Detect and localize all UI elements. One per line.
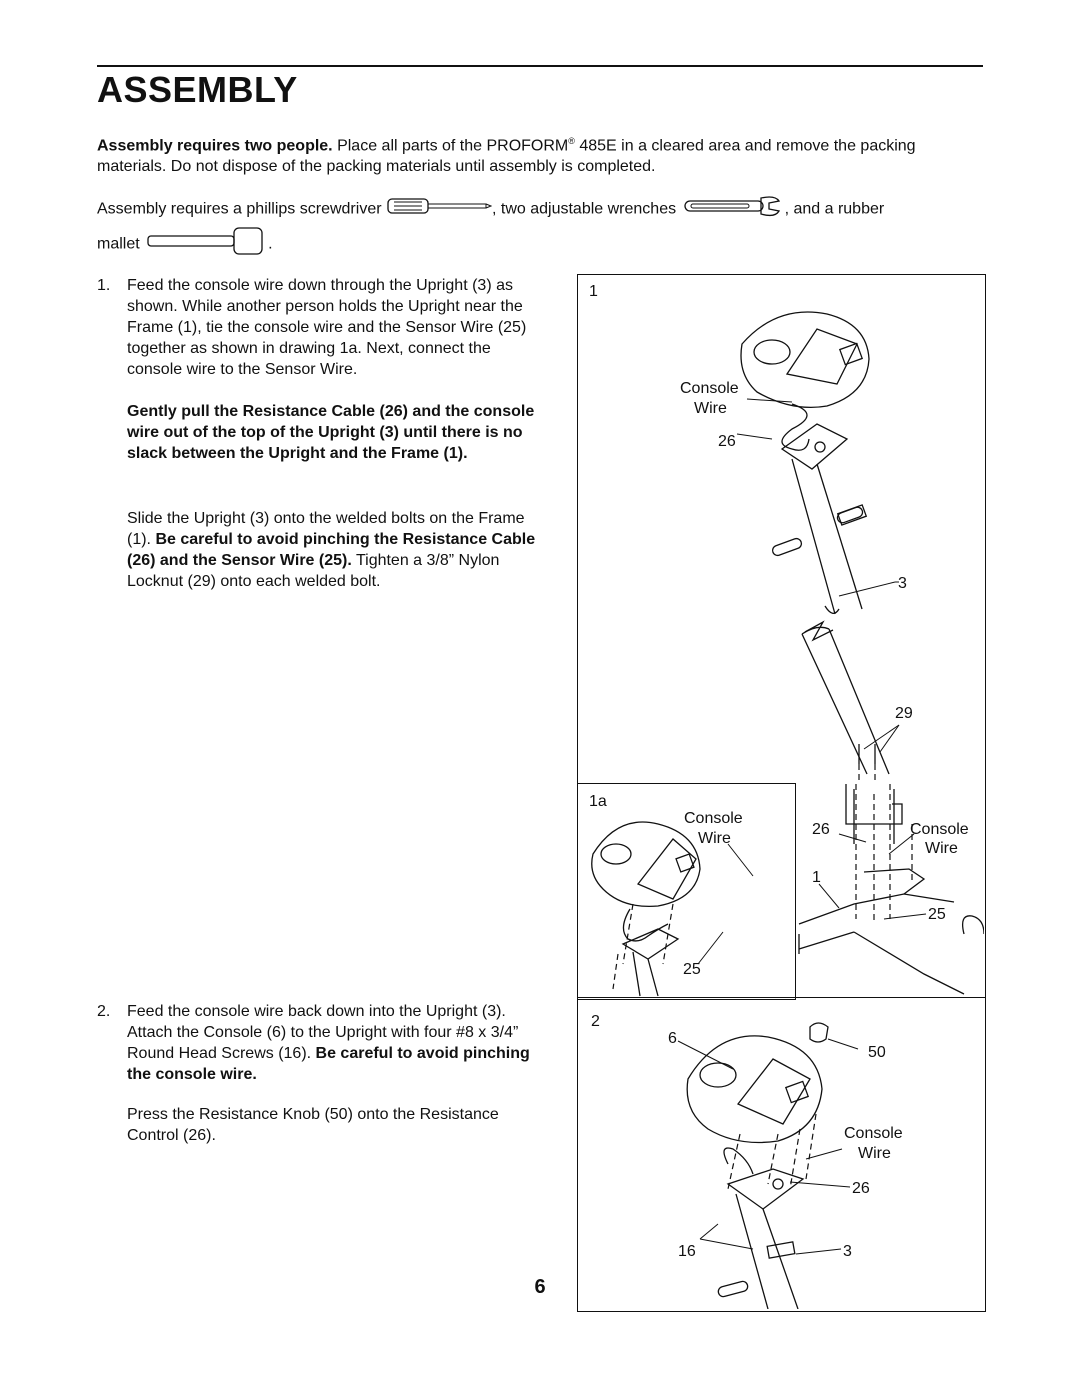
fig1-part-29: 29 xyxy=(895,705,913,722)
fig1-wire-label-b: Wire xyxy=(925,840,958,857)
page-title: ASSEMBLY xyxy=(97,69,298,110)
fig1-console-label: Console xyxy=(680,380,739,397)
figure-1-drawing xyxy=(577,274,984,784)
tools-text-1: Assembly requires a phillips screwdriver xyxy=(97,200,382,218)
figure-2-drawing xyxy=(578,999,984,1309)
fig2-part-3: 3 xyxy=(843,1243,852,1260)
tools-text-3: , and a rubber xyxy=(784,200,885,218)
tools-text-5: . xyxy=(268,235,273,253)
fig1-part-1: 1 xyxy=(812,869,821,886)
console-cup-holder xyxy=(754,340,790,364)
intro-paragraph xyxy=(97,131,977,177)
console-wire-2 xyxy=(724,1148,753,1174)
tied-wires xyxy=(623,909,668,941)
figure-divider xyxy=(577,997,985,998)
screwdriver-icon xyxy=(386,196,492,223)
mallet-icon xyxy=(144,226,268,263)
fig1a-wire-label: Wire xyxy=(698,830,731,847)
step2-p1-bold: Be careful to avoid pinching the console wire. xyxy=(127,1045,530,1083)
step1-number: 1. xyxy=(97,277,111,294)
intro-text-a: Place all parts of the PROFORM xyxy=(332,137,569,155)
intro-text-b: 485E in a cleared area and remove the packing materials. Do not dispose of the packing materials until assembly is completed. xyxy=(97,137,916,176)
console-body-2 xyxy=(687,1036,822,1143)
step1-p3-text-b: Tighten a 3/8” Nylon Locknut (29) onto each welded bolt. xyxy=(127,552,500,590)
intro-lead: Assembly requires two people. xyxy=(97,137,333,155)
fig1-part-26: 26 xyxy=(718,433,736,450)
step1-p3-text-a: Slide the Upright (3) onto the welded bolts on the Frame (1). xyxy=(127,510,525,548)
fig2-part-6: 6 xyxy=(668,1030,677,1047)
tools-text-2: , two adjustable wrenches xyxy=(492,200,677,218)
step2-number: 2. xyxy=(97,1003,111,1020)
page-number: 6 xyxy=(534,1276,546,1298)
step1-paragraph-2: Gently pull the Resistance Cable (26) and the console wire out of the top of the Upright (3) until there is no slack between the Upright and the Frame (1). xyxy=(127,403,535,462)
fig2-console-label: Console xyxy=(844,1125,903,1142)
step1-paragraph-3 xyxy=(127,508,542,592)
step1-paragraph-1: Feed the console wire down through the Upright (3) as shown. While another person holds the Upright near the Frame (1), tie the console wire and the Sensor Wire (25) together as shown in drawing 1a. Next, connect the console wire to the Sensor Wire. xyxy=(127,277,527,378)
fig2-part-16: 16 xyxy=(678,1243,696,1260)
fig1a-console-label: Console xyxy=(684,810,743,827)
figure-1-base-drawing xyxy=(794,784,984,997)
fig1-wire-label: Wire xyxy=(694,400,727,417)
title-rule xyxy=(97,65,983,67)
fig1-part-25: 25 xyxy=(928,906,946,923)
step2-paragraph-1 xyxy=(127,1001,547,1085)
step1-p3-bold: Be careful to avoid pinching the Resistance Cable (26) and the Sensor Wire (25). xyxy=(127,531,536,569)
wrench-icon xyxy=(681,193,785,226)
tools-text-4: mallet xyxy=(97,235,140,253)
tools-paragraph xyxy=(97,193,977,263)
fig1a-part-25: 25 xyxy=(683,961,701,978)
fig2-part-26: 26 xyxy=(852,1180,870,1197)
figure-1-id: 1 xyxy=(589,283,598,300)
step2-p1-text: Feed the console wire back down into the Upright (3). Attach the Console (6) to the Upright with four #8 x 3/4” Round Head Screws (16). xyxy=(127,1003,519,1062)
resistance-knob xyxy=(810,1023,828,1042)
console-body-1a xyxy=(592,822,700,906)
upright-top-plate-2 xyxy=(728,1169,803,1209)
figure-2-id: 2 xyxy=(591,1013,600,1030)
fig1-part-3: 3 xyxy=(898,575,907,592)
fig1-part-26b: 26 xyxy=(812,821,830,838)
figure-1a-id: 1a xyxy=(589,793,607,810)
step2-paragraph-2: Press the Resistance Knob (50) onto the Resistance Control (26). xyxy=(127,1106,499,1144)
registered-mark: ® xyxy=(568,136,575,146)
fig2-wire-label: Wire xyxy=(858,1145,891,1162)
fig2-part-50: 50 xyxy=(868,1044,886,1061)
console-wire-loop xyxy=(782,404,809,450)
fig1-console-label-b: Console xyxy=(910,821,969,838)
console-wire-leader xyxy=(747,399,792,402)
